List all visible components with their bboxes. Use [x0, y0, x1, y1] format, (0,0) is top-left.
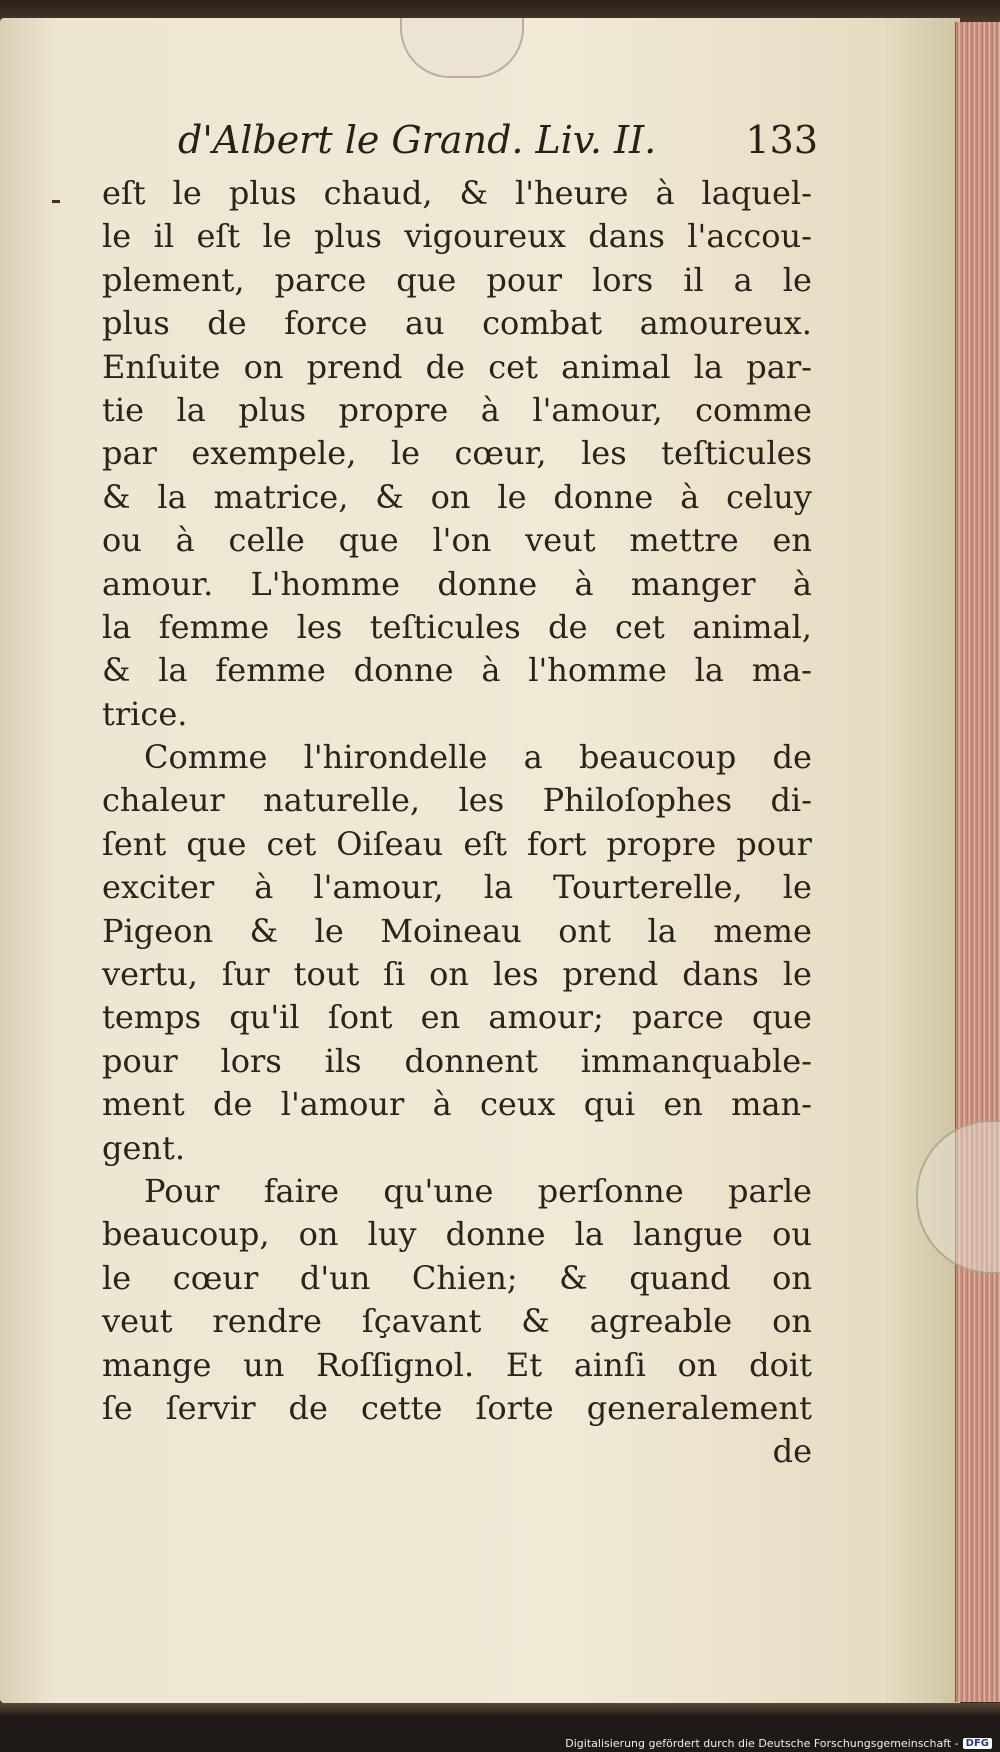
word: Et: [505, 1345, 543, 1384]
word: l'hirondelle: [303, 738, 488, 777]
text-line: [102, 432, 812, 475]
word: meme: [713, 911, 812, 950]
word: en: [772, 521, 812, 560]
text-line: [102, 1300, 812, 1343]
word: combat: [482, 304, 603, 343]
word: Chien;: [411, 1258, 518, 1297]
word: par-: [746, 347, 812, 386]
word: les: [492, 955, 539, 994]
word: Philoſophes: [542, 781, 732, 820]
text-line: [102, 606, 812, 649]
word: ment: [102, 1085, 185, 1124]
word: Tourterelle,: [553, 868, 743, 907]
word: le: [782, 868, 812, 907]
word: l'on: [432, 521, 492, 560]
word: &: [521, 1302, 550, 1341]
word: di-: [770, 781, 812, 820]
word: que: [186, 824, 247, 863]
word: naturelle,: [263, 781, 421, 820]
word: doit: [749, 1345, 812, 1384]
word: mettre: [629, 521, 739, 560]
word: chaud,: [323, 174, 433, 212]
word: generalement: [586, 1388, 812, 1427]
word: le: [497, 477, 527, 516]
word: la: [647, 911, 677, 950]
word: d'un: [299, 1258, 371, 1297]
word: l'amour,: [532, 390, 663, 429]
word: animal,: [692, 607, 812, 646]
word: eſt: [463, 824, 507, 863]
word: l'amour,: [313, 868, 444, 907]
word: cette: [360, 1388, 443, 1427]
word: immanquable-: [580, 1041, 812, 1080]
word: &: [102, 651, 131, 690]
word: ſont: [327, 998, 393, 1037]
word: on: [677, 1345, 718, 1384]
word: force: [284, 304, 368, 343]
text-line: [102, 259, 812, 302]
word: ſçavant: [361, 1302, 482, 1341]
word: à: [655, 174, 675, 212]
word: ſorte: [475, 1388, 554, 1427]
word: la: [176, 390, 206, 429]
word: dans: [682, 955, 759, 994]
word: l'amour: [280, 1085, 405, 1124]
word: beaucoup: [578, 738, 737, 777]
text-line: [102, 1127, 812, 1170]
word: parle: [727, 1171, 812, 1210]
word: donne: [353, 651, 454, 690]
word: plement,: [102, 260, 245, 299]
word: prend: [562, 955, 659, 994]
digitization-credit: [565, 1737, 992, 1750]
word: la: [694, 651, 724, 690]
word: amour;: [488, 998, 604, 1037]
word: l'heure: [515, 174, 629, 212]
word: la: [693, 347, 724, 386]
word: de: [288, 1388, 328, 1427]
word: rendre: [212, 1302, 322, 1341]
word: cet: [615, 607, 665, 646]
word: propre: [338, 390, 449, 429]
word: on: [772, 1302, 812, 1341]
word: beaucoup,: [102, 1215, 270, 1254]
word: que: [751, 998, 812, 1037]
word: temps: [102, 998, 202, 1037]
text-line: [102, 736, 812, 779]
word: vertu,: [102, 955, 198, 994]
text-line: [102, 389, 812, 432]
line-text: gent.: [102, 1128, 186, 1167]
word: de: [207, 304, 247, 343]
book-cover-bottom-edge: [0, 1703, 1000, 1715]
word: teſticules: [661, 434, 812, 473]
text-line: [102, 693, 812, 736]
word: veut: [525, 521, 596, 560]
line-text: de: [772, 1432, 812, 1471]
word: à: [680, 477, 700, 516]
word: plus: [238, 390, 307, 429]
word: eſt: [196, 217, 241, 256]
word: &: [375, 477, 404, 516]
word: le: [262, 217, 292, 256]
word: que: [338, 521, 399, 560]
word: qu'il: [229, 998, 300, 1037]
word: lors: [591, 260, 654, 299]
word: vigoureux: [404, 217, 566, 256]
page-number: 133: [745, 118, 818, 162]
word: ils: [324, 1041, 362, 1080]
line-text: trice.: [102, 694, 188, 733]
word: Enſuite: [102, 347, 221, 386]
word: ma-: [751, 651, 812, 690]
word: le: [172, 174, 202, 212]
text-line: [102, 1040, 812, 1083]
text-line: [102, 519, 812, 562]
word: le: [102, 217, 132, 256]
word: qui: [583, 1085, 636, 1124]
word: la: [157, 477, 187, 516]
scan-footer-band: [0, 1703, 1000, 1752]
word: donne: [437, 564, 538, 603]
word: la: [483, 868, 514, 907]
word: celle: [228, 521, 305, 560]
word: donne: [445, 1215, 546, 1254]
word: ſe: [102, 1388, 133, 1427]
margin-mark: [52, 200, 60, 203]
word: animal: [561, 347, 671, 386]
text-line: [102, 779, 812, 822]
word: celuy: [726, 477, 812, 516]
word: quand: [629, 1258, 731, 1297]
word: &: [559, 1258, 588, 1297]
word: à: [480, 390, 500, 429]
text-line: [102, 476, 812, 519]
word: ſi: [383, 955, 406, 994]
word: de: [425, 347, 466, 386]
word: à: [792, 564, 812, 603]
word: par: [102, 434, 157, 473]
word: amoureux.: [639, 304, 812, 343]
word: un: [243, 1345, 285, 1384]
word: femme: [158, 607, 270, 646]
word: eſt: [102, 174, 146, 212]
word: la: [102, 607, 132, 646]
word: à: [175, 521, 195, 560]
word: à: [254, 868, 274, 907]
word: à: [481, 651, 501, 690]
word: chaleur: [102, 781, 225, 820]
word: à: [574, 564, 594, 603]
word: on: [429, 955, 469, 994]
word: veut: [102, 1302, 173, 1341]
word: de: [213, 1085, 253, 1124]
text-line: [102, 996, 812, 1039]
word: Comme: [144, 738, 268, 777]
word: tie: [102, 390, 145, 429]
text-line: [102, 910, 812, 953]
word: &: [459, 174, 488, 212]
word: donne: [553, 477, 654, 516]
word: dans: [588, 217, 665, 256]
word: ſur: [221, 955, 270, 994]
text-line: [102, 649, 812, 692]
word: il: [683, 260, 704, 299]
word: cœur,: [454, 434, 547, 473]
word: propre: [606, 824, 717, 863]
text-line: [102, 346, 812, 389]
text-line: [102, 172, 812, 215]
text-line: [102, 563, 812, 606]
text-line: [102, 302, 812, 345]
word: comme: [695, 390, 812, 429]
word: agreable: [589, 1302, 733, 1341]
text-line: [102, 823, 812, 866]
word: le: [102, 1258, 132, 1297]
word: de: [772, 738, 812, 777]
word: a: [523, 738, 543, 777]
word: ou: [772, 1215, 812, 1254]
word: les: [581, 434, 627, 473]
word: plus: [314, 217, 382, 256]
word: parce: [632, 998, 724, 1037]
text-line: [102, 866, 812, 909]
text-line: [102, 953, 812, 996]
word: L'homme: [250, 564, 401, 603]
text-line: [102, 1083, 812, 1126]
running-head: [178, 118, 818, 162]
word: ou: [102, 521, 142, 560]
word: fort: [527, 824, 587, 863]
credit-text: Digitalisierung gefördert durch die Deutsche Forschungsgemeinschaft -: [565, 1737, 959, 1750]
word: langue: [633, 1215, 743, 1254]
word: cet: [488, 347, 538, 386]
word: à: [432, 1085, 452, 1124]
word: il: [153, 217, 175, 256]
running-head-title: d'Albert le Grand. Liv. II.: [178, 118, 657, 162]
word: amour.: [102, 564, 214, 603]
text-line: [102, 215, 812, 258]
text-line: [102, 1344, 812, 1387]
word: tout: [293, 955, 360, 994]
word: man-: [731, 1085, 812, 1124]
text-line: [102, 1430, 812, 1473]
word: que: [396, 260, 457, 299]
word: cet: [266, 824, 317, 863]
word: le: [390, 434, 420, 473]
dfg-logo: DFG: [963, 1738, 992, 1749]
word: faire: [263, 1171, 340, 1210]
word: parce: [274, 260, 367, 299]
word: cœur: [172, 1258, 259, 1297]
word: qu'une: [383, 1171, 494, 1210]
word: femme: [215, 651, 326, 690]
text-line: [102, 1387, 812, 1430]
word: luy: [367, 1215, 417, 1254]
word: de: [548, 607, 588, 646]
word: Pigeon: [102, 911, 214, 950]
word: teſticules: [369, 607, 521, 646]
word: plus: [102, 304, 170, 343]
word: matrice,: [213, 477, 349, 516]
word: a: [733, 260, 753, 299]
word: les: [296, 607, 343, 646]
word: donnent: [404, 1041, 538, 1080]
word: pour: [486, 260, 562, 299]
word: le: [782, 955, 812, 994]
word: exciter: [102, 868, 215, 907]
word: laquel-: [701, 174, 812, 212]
page-fore-edge: [955, 22, 1000, 1702]
word: &: [102, 477, 131, 516]
text-line: [102, 1257, 812, 1300]
word: Moineau: [380, 911, 522, 950]
word: les: [458, 781, 505, 820]
word: on: [772, 1258, 812, 1297]
body-text: [102, 172, 812, 1474]
word: ſent: [102, 824, 167, 863]
word: on: [298, 1215, 339, 1254]
word: Pour: [144, 1171, 220, 1210]
word: la: [158, 651, 188, 690]
word: Oiſeau: [336, 824, 444, 863]
word: le: [782, 260, 812, 299]
word: le: [314, 911, 344, 950]
word: exempele,: [191, 434, 357, 473]
word: l'homme: [528, 651, 667, 690]
word: l'accou-: [687, 217, 812, 256]
word: ceux: [479, 1085, 556, 1124]
word: mange: [102, 1345, 212, 1384]
word: plus: [228, 174, 297, 212]
word: prend: [306, 347, 403, 386]
word: &: [249, 911, 279, 950]
text-line: [102, 1213, 812, 1256]
word: ſervir: [165, 1388, 256, 1427]
word: Roſſignol.: [316, 1345, 475, 1384]
word: au: [404, 304, 445, 343]
word: on: [430, 477, 471, 516]
word: en: [663, 1085, 703, 1124]
word: manger: [630, 564, 756, 603]
word: pour: [736, 824, 812, 863]
word: ont: [558, 911, 612, 950]
word: la: [574, 1215, 604, 1254]
word: lors: [220, 1041, 282, 1080]
word: on: [243, 347, 284, 386]
word: pour: [102, 1041, 178, 1080]
word: perſonne: [537, 1171, 684, 1210]
text-line: [102, 1170, 812, 1213]
word: ainſi: [573, 1345, 646, 1384]
word: en: [420, 998, 461, 1037]
